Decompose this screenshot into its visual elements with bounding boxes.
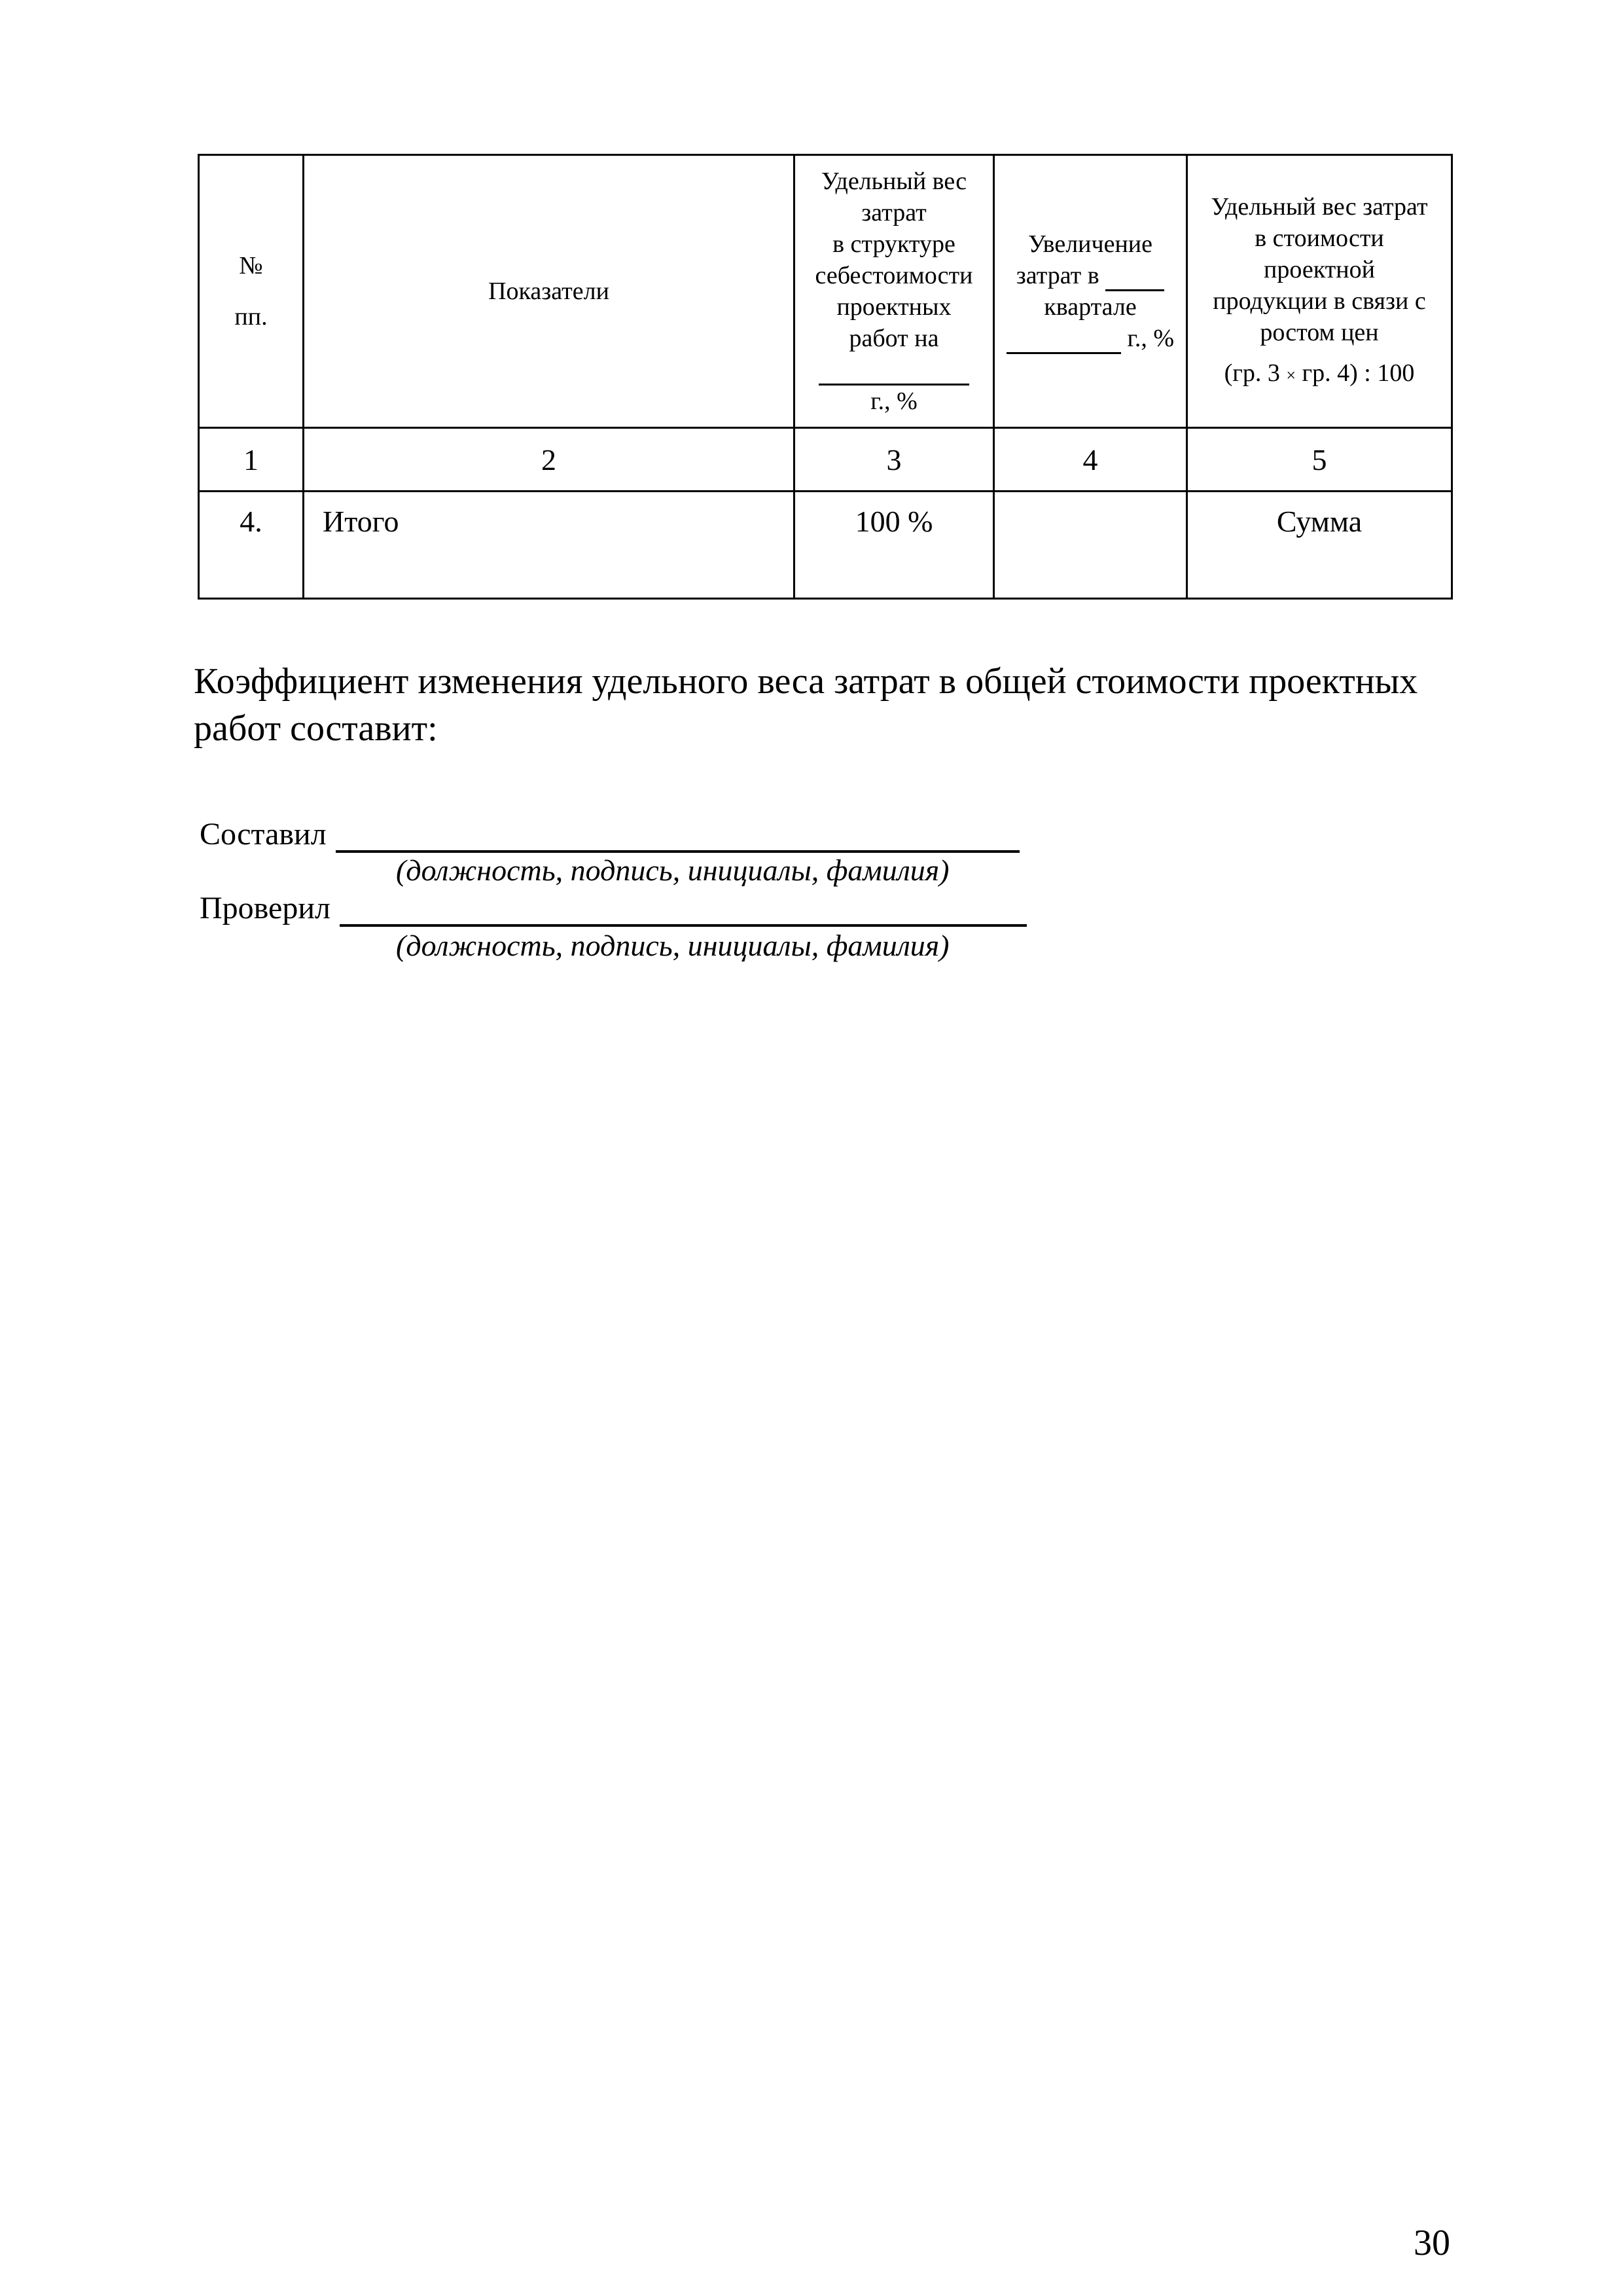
row-indicator: Итого bbox=[304, 492, 794, 599]
header-number-line: № bbox=[239, 252, 263, 279]
column-number: 4 bbox=[994, 428, 1187, 492]
header-weight-line: в стоимости bbox=[1255, 224, 1384, 252]
column-number: 5 bbox=[1187, 428, 1452, 492]
header-share-tail: г., % bbox=[870, 387, 918, 415]
signature-label: Проверил bbox=[200, 891, 330, 925]
signature-line bbox=[336, 821, 1020, 853]
signature-checked bbox=[200, 890, 1027, 927]
header-indicators bbox=[304, 155, 794, 428]
table-row bbox=[199, 492, 1452, 599]
header-share-line: Удельный вес bbox=[821, 168, 967, 195]
column-number-row bbox=[199, 428, 1452, 492]
coefficient-paragraph: Коэффициент изменения удельного веса затрат в общей стоимости проектных работ составит: bbox=[194, 661, 1418, 749]
signature-line bbox=[340, 895, 1027, 927]
header-share-line: работ на bbox=[849, 325, 939, 352]
header-weight-line: продукции в связи с bbox=[1213, 287, 1426, 315]
header-weight-in-product bbox=[1187, 155, 1452, 428]
row-weight: Сумма bbox=[1187, 492, 1452, 599]
column-number: 3 bbox=[794, 428, 994, 492]
header-share-in-cost bbox=[794, 155, 994, 428]
signature-hint: (должность, подпись, инициалы, фамилия) bbox=[396, 929, 950, 962]
signature-compiled bbox=[200, 816, 1020, 853]
header-share-blank-line bbox=[795, 354, 993, 386]
table-header-row bbox=[199, 155, 1452, 428]
header-increase-line: Увеличение bbox=[1027, 230, 1153, 258]
signature-hint: (должность, подпись, инициалы, фамилия) bbox=[396, 853, 950, 887]
row-number: 4. bbox=[199, 492, 304, 599]
header-increase-tail-line: г., % bbox=[995, 323, 1186, 354]
header-number bbox=[199, 155, 304, 428]
row-increase bbox=[994, 492, 1187, 599]
page-number: 30 bbox=[1414, 2223, 1450, 2263]
header-share-line: проектных bbox=[836, 293, 952, 321]
column-number: 1 bbox=[199, 428, 304, 492]
header-weight-line: проектной bbox=[1264, 256, 1375, 283]
header-indicators-label: Показатели bbox=[488, 278, 609, 305]
column-number: 2 bbox=[304, 428, 794, 492]
header-cost-increase bbox=[994, 155, 1187, 428]
header-weight-formula: (гр. 3 × гр. 4) : 100 bbox=[1224, 359, 1415, 387]
header-increase-line2: затрат в bbox=[995, 260, 1186, 291]
header-share-line: в структуре bbox=[832, 230, 955, 258]
row-share: 100 % bbox=[794, 492, 994, 599]
header-weight-line: ростом цен bbox=[1260, 319, 1379, 346]
header-number-line: пп. bbox=[234, 303, 268, 331]
header-share-line: затрат bbox=[861, 199, 927, 226]
cost-table bbox=[198, 154, 1453, 600]
header-increase-line: квартале bbox=[1044, 293, 1137, 321]
header-weight-line: Удельный вес затрат bbox=[1211, 193, 1428, 221]
signature-label: Составил bbox=[200, 817, 327, 852]
header-share-line: себестоимости bbox=[815, 262, 973, 289]
